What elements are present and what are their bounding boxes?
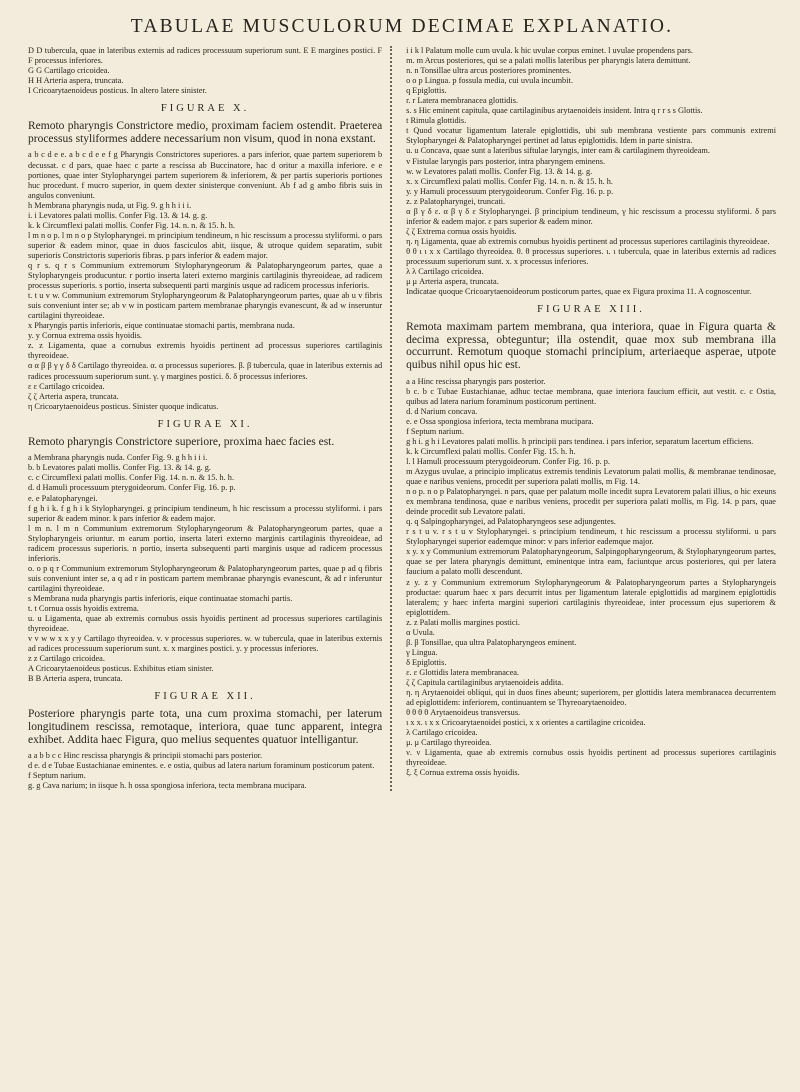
legend-entry: y. y Cornua extrema ossis hyoidis. [28, 331, 142, 341]
legend-entry: t Quod vocatur ligamentum laterale epiglottidis, ubi sub membrana vestiente pars communis extremi Stylopharyngei & Palatopharyngei pertinet ad latus epiglottidis. Idem in parte sinistra. [406, 126, 776, 146]
figure-xii-items [28, 751, 382, 791]
legend-entry: d. d Narium concava. [406, 406, 478, 416]
legend-entry: a a Hinc rescissa pharyngis pars posterior. [406, 376, 546, 386]
legend-entry: ι x x. ι x x Cricoarytaenoidei postici, x x orientes a cartilagine cricoidea. [406, 718, 646, 728]
column-divider [390, 46, 400, 791]
legend-entry: k. k Circumflexi palati mollis. Confer Fig. 14. n. n. & 15. h. h. [28, 220, 235, 230]
figure-x-heading: FIGURAE X. [160, 103, 250, 115]
figure-xiii-heading: FIGURAE XIII. [537, 304, 645, 316]
figure-xiii-items [406, 377, 776, 779]
figure-xi-items [28, 453, 382, 684]
legend-entry: a Membrana pharyngis nuda. Confer Fig. 9. g h h i i i. [28, 453, 208, 463]
legend-entry: w. w Levatores palati mollis. Confer Fig. 13. & 14. g. g. [406, 166, 593, 176]
legend-entry: ζ ζ Arteria aspera, truncata. [28, 391, 119, 401]
legend-entry: λ Cartilago cricoidea. [406, 728, 478, 738]
legend-entry: z. z Palati mollis margines postici. [406, 617, 520, 627]
legend-entry: d e. d e Tubae Eustachianae eminentes. e. e ostia, quibus ad latera narium foraminum posticorum patent. [28, 761, 375, 771]
legend-entry: δ Epiglottis. [406, 657, 447, 667]
legend-entry: y. y Hamuli processuum pterygoideorum. Confer Fig. 16. p. p. [406, 186, 614, 196]
legend-entry: x. x Circumflexi palati mollis. Confer Fig. 14. n. n. & 15. h. h. [406, 176, 614, 186]
legend-entry: c. c Circumflexi palati mollis. Confer Fig. 14. n. n. & 15. h. h. [28, 473, 235, 483]
figure-xii-heading: FIGURAE XII. [154, 691, 256, 703]
legend-entry: i. i Levatores palati mollis. Confer Fig. 13. & 14. g. g. [28, 210, 208, 220]
legend-entry: z. z Palatopharyngei, truncati. [406, 196, 506, 206]
legend-entry: ν. ν Ligamenta, quae ab extremis cornubus ossis hyoidis pertinent ad processus superiores cartilaginis thyreoideae. [406, 748, 776, 768]
right-top-items [406, 46, 776, 297]
legend-entry: g. g Cava narium; in iisque h. h ossa spongiosa inferiora, tecta membrana mucipara. [28, 781, 307, 791]
legend-entry: h Membrana pharyngis nuda, ut Fig. 9. g h h i i i. [28, 200, 192, 210]
legend-entry: η. η Ligamenta, quae ab extremis cornubus hyoidis pertinent ad processus superiores cartilaginis thyreoideae. [406, 236, 770, 246]
legend-entry: o o p Lingua. p fossula media, cui uvula incumbit. [406, 76, 573, 86]
legend-entry: a b c d e e. a b c d e e f g Pharyngis Constrictores superiores. a pars inferior, quae partem superiorem b decussat. c d pars, quae haec c parte a rescissa ab Buccinatore, hac d oritur a maxilla inferiore. e e portiones, quae inter Stylopharyngei partem superiorem & inferiorem, & per partis superioris portiones huc procedunt. f mucro superior, in quem dexter sinisterque conveniunt. Ab f ad g ambo fibris suis in angulos conveniunt. [28, 150, 383, 200]
figure-x-intro: Remoto pharyngis Constrictore medio, proximam faciem ostendit. Praeterea processus styliformes addere necessarium non visum, quod in nona exstant. [28, 120, 383, 145]
legend-entry: t. t Cornua ossis hyoidis extrema. [28, 604, 139, 614]
legend-entry: m. m Arcus posteriores, qui se a palati mollis lateribus per pharyngis latera demittunt. [406, 56, 691, 66]
figure-xiii-intro: Remota maximam partem membrana, qua interiora, quae in Figura quarta & decima expressa, obteguntur; illa ostendit, quae mox sub membrana illa occurrunt. Remotum quoque stomachi principium, arteriaeque asperae, utpote quibus nihil opus hic est. [406, 321, 776, 371]
legend-entry: θ θ ι ι x x Cartilago thyreoidea. θ. θ processus superiores. ι. ι tubercula, quae in lateribus externis ad radices processuum superiorum sunt. x. x processus inferiores. [406, 246, 776, 266]
legend-entry: α Uvula. [406, 627, 435, 637]
legend-entry: η Cricoarytaenoideus posticus. Sinister quoque indicatus. [28, 401, 219, 411]
legend-entry: z. z Ligamenta, quae a cornubus extremis hyoidis pertinent ad processus superiores cartilaginis thyreoideae. [28, 341, 383, 361]
legend-entry: u. u Concava, quae sunt a lateribus siftulae laryngis, inter eam & cartilaginem thyreoideam. [406, 146, 710, 156]
legend-entry: g h i. g h i Levatores palati mollis. h principii pars tendinea. i pars inferior, separatum lacertum efficiens. [406, 436, 754, 446]
legend-entry: D D tubercula, quae in lateribus externis ad radices processuum superiorum sunt. E E margines postici. F F processus inferiores. [28, 46, 383, 66]
two-column-body [28, 46, 776, 791]
legend-entry: q r s. q r s Communium extremorum Stylopharyngeorum & Palatopharyngeorum partes, quae a Stylopharyngeis producuntur. r portio inserta lateri externo marginis cartilaginis thyreoideae, ad radicem processus superioris. s portio, inserta subsequenti parti marginis usque ad radicem processus inferioris. [28, 260, 383, 291]
legend-entry: v Fistulae laryngis pars posterior, intra pharyngem eminens. [406, 156, 606, 166]
legend-entry: b. b Levatores palati mollis. Confer Fig. 13. & 14. g. g. [28, 463, 211, 473]
page-title: TABULAE MUSCULORUM DECIMAE EXPLANATIO. [130, 16, 674, 37]
legend-entry: α α β β γ γ δ δ Cartilago thyreoidea. α. α processus superiores. β. β tubercula, quae in lateribus externis ad radices processuum superiorum sunt. γ. γ margines postici. δ. δ processus inferiores. [28, 361, 383, 381]
figure-x-items [28, 150, 382, 411]
legend-entry: r. r Latera membranacea glottidis. [406, 96, 519, 106]
legend-entry: b c. b c Tubae Eustachianae, adhuc tectae membrana, quae interiora faucium efficit, aut vestit. c. c Ostia, quibus ad latera narium foraminum posticorum pertinent. [406, 386, 776, 406]
legend-entry: n o p. n o p Palatopharyngei. n pars, quae per palatum molle incedit supra Levatorem palati illius, o hic exeuns ex membrana tendinosa, quae e naribus veniens, procedit per superiora palati mollis, m Fig. 14. p pars, quae deinde procedit sub Levatore palati. [406, 487, 776, 517]
legend-entry: e. e Ossa spongiosa inferiora, tecta membrana mucipara. [406, 416, 594, 426]
legend-entry: u. u Ligamenta, quae ab extremis cornubus ossis hyoidis pertinent ad processus superiores cartilaginis thyreoideae. [28, 614, 383, 634]
legend-entry: ξ. ξ Cornua extrema ossis hyoidis. [406, 768, 520, 778]
legend-entry: s Membrana nuda pharyngis partis inferioris, eique continuatae stomachi partis. [28, 593, 293, 603]
legend-entry: a a b b c c Hinc rescissa pharyngis & principii stomachi pars posterior. [28, 751, 263, 761]
legend-entry: γ Lingua. [406, 647, 438, 657]
legend-entry: r s t u v. r s t u v Stylopharyngei. s principium tendineum, t hic rescissum a processu styliformi. u pars Stylopharyngei superior eademque minor: v pars inferior eademque major. [406, 527, 776, 547]
legend-entry: t Rimula glottidis. [406, 116, 467, 126]
figure-xi-intro: Remoto pharyngis Constrictore superiore, proxima haec facies est. [28, 435, 335, 448]
legend-entry: f g h i k. f g h i k Stylopharyngei. g principium tendineum, h hic rescissum a processu styliformi. i pars superior & eadem minor. k pars inferior & eadem major. [28, 503, 383, 523]
figure-xi-heading: FIGURAE XI. [157, 418, 253, 430]
legend-entry: I Cricoarytaenoideus posticus. In altero latere sinister. [28, 86, 207, 96]
legend-entry: q. q Salpingopharyngei, ad Palatopharyngeos sese adjungentes. [406, 517, 616, 527]
legend-entry: η. η Arytaenoidei obliqui, qui in duos fines abeunt; superiorem, per glottidis latera membranacea decurrentem ad epiglottidem: inferiorem, continuantem se Thyreoarytaenoideo. [406, 688, 776, 708]
legend-entry: G G Cartilago cricoidea. [28, 66, 110, 76]
legend-entry: m Azygus uvulae, a principio implicatus extremis tendinis Levatorum palati mollis, & membranae tendinosae, quae e naribus veniens, procedit per superiora palati mollis, m Fig. 14. [406, 467, 776, 487]
legend-entry: l. l Hamuli processuum pterygoideorum. Confer Fig. 16. p. p. [406, 456, 611, 466]
left-column [28, 46, 390, 791]
legend-entry: μ μ Arteria aspera, truncata. [406, 277, 499, 287]
legend-entry: ζ ζ Extrema cornua ossis hyoidis. [406, 226, 517, 236]
left-top-list [28, 46, 382, 96]
legend-entry: l m n o p. l m n o p Stylopharyngei. m principium tendineum, n hic rescissum a processu styliformi. o pars superior & eadem minor, quae in duos fasciculos abit, iisque, & utroque quidem separatim, subit superioris Constrictoris superioris fibras. p pars inferior & eadem major. [28, 230, 383, 260]
legend-entry: H H Arteria aspera, truncata. [28, 76, 124, 86]
legend-entry: ε. ε Glottidis latera membranacea. [406, 667, 520, 677]
legend-entry: f Septum narium. [28, 771, 86, 781]
legend-entry: l m n. l m n Communium extremorum Stylopharyngeorum & Palatopharyngeorum partes, quae a Stylopharyngeis oriuntur. m earum portio, inserta lateri externo marginis cartilaginis thyreoideae, ad radicem processus superioris. n portio, inserta subsequenti parti marginis usque ad radicem processus inferioris. [28, 523, 383, 563]
legend-entry: t. t u v w. Communium extremorum Stylopharyngeorum & Palatopharyngeorum partes, quae ab u v fibris suis conveniunt inter se; ab v w in posticam partem membranae pharyngis evanescunt, & ad w inseruntur cartilagini thyreoideae. [28, 291, 383, 321]
legend-entry: B B Arteria aspera, truncata. [28, 674, 123, 684]
legend-entry: A Cricoarytaenoideus posticus. Exhibitus etiam sinister. [28, 664, 214, 674]
figure-xii-intro: Posteriore pharyngis parte tota, una cum proxima stomachi, per laterum longitudinem rescissa, remotaque, interiora, quae tunc apparent, integra exhibet. Addita haec Figura, quo melius sequentes quatuor intelligantur. [28, 708, 383, 746]
legend-entry: k. k Circumflexi palati mollis. Confer Fig. 15. h. h. [406, 446, 576, 456]
legend-entry: i i k l Palatum molle cum uvula. k hic uvulae corpus eminet. l uvulae propendens pars. [406, 46, 693, 55]
legend-entry: e. e Palatopharyngei. [28, 493, 98, 503]
legend-entry: o. o p q r Communium extremorum Stylopharyngeorum & Palatopharyngeorum partes, quae p ad q fibris suis conveniunt inter se, a q ad r in posticam partem membranae pharyngis evanescunt, & ad r inferuntur cartilagini thyreoideae. [28, 563, 383, 593]
legend-entry: s. s Hic eminent capitula, quae cartilaginibus arytaenoideis insident. Intra q r r s s Glottis. [406, 106, 703, 116]
legend-entry: ζ ζ Capitula cartilaginibus arytaenoideis addita. [406, 678, 564, 687]
legend-entry: d. d Hamuli processuum pterygoideorum. Confer Fig. 16. p. p. [28, 483, 236, 493]
legend-entry: α β γ δ ε. α β γ δ ε Stylopharyngei. β principium tendineum, γ hic rescissum a processu styliformi. δ pars inferior & eadem major. ε pars superior & eadem minor. [406, 206, 776, 226]
legend-entry: λ λ Cartilago cricoidea. [406, 267, 484, 277]
right-column [400, 46, 776, 791]
legend-entry: q Epiglottis. [406, 86, 447, 96]
legend-entry: x y. x y Communium extremorum Palatopharyngeorum, Salpingopharyngeorum, & Stylopharyngeorum partes, quae se per latera pharyngis demittunt, eminentque intra eam, faciuntque arcus posteriores, qui per latera faucium a palato molli descendunt. [406, 547, 776, 577]
legend-entry: Indicatae quoque Cricoarytaenoideorum posticorum partes, quae ex Figura proxima 11. A cognoscentur. [406, 287, 752, 297]
legend-entry: v v w w x x y y Cartilago thyreoidea. v. v processus superiores. w. w tubercula, quae in lateribus externis ad radices processuum superiorum sunt. x. x margines postici. y. y processus inferiores. [28, 634, 383, 654]
legend-entry: n. n Tonsillae ultra arcus posteriores prominentes. [406, 66, 572, 76]
legend-entry: z z Cartilago cricoidea. [28, 654, 105, 664]
legend-entry: μ. μ Cartilago thyreoidea. [406, 738, 492, 748]
legend-entry: β. β Tonsillae, qua ultra Palatopharyngeos eminent. [406, 637, 577, 647]
legend-entry: f Septum narium. [406, 426, 464, 436]
legend-entry: ε ε Cartilago cricoidea. [28, 381, 105, 391]
legend-entry: z y. z y Communium extremorum Stylopharyngeorum & Palatopharyngeorum partes a Stylopharyngeis productae: quarum haec x pars decurrit intus per ligamentum laterale epiglottidis ad marginem epiglottidis lateralem; y haec inferta margini superiori cartilaginis thyreoideae, inter processum ejus superiorem & epiglottidem. [406, 577, 776, 617]
legend-entry: x Pharyngis partis inferioris, eique continuatae stomachi partis, membrana nuda. [28, 321, 295, 331]
legend-entry: θ θ θ θ Arytaenoideus transversus. [406, 708, 521, 718]
